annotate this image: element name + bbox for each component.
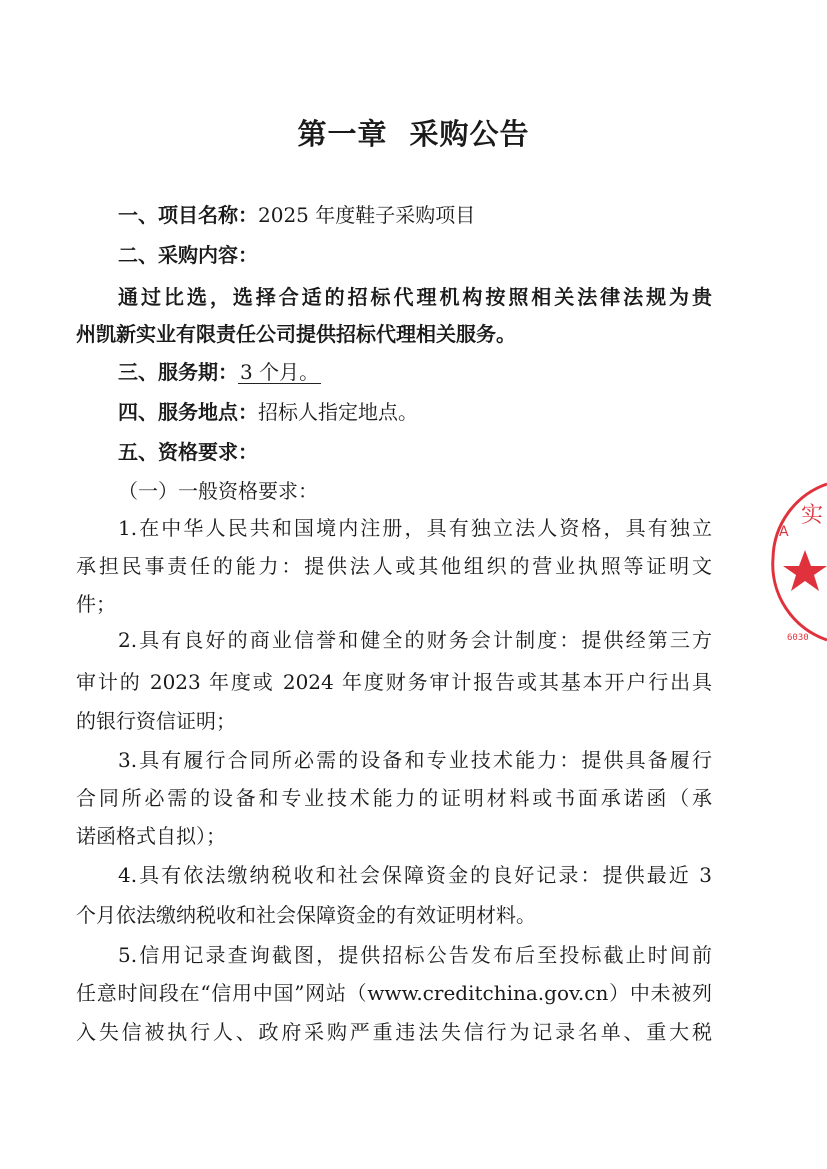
- item-service-period: [118, 360, 754, 384]
- content-line: 州凯新实业有限责任公司提供招标代理相关服务。: [76, 322, 516, 346]
- item-value: 3 个月。: [240, 360, 320, 384]
- item-value: 招标人指定地点。: [258, 400, 418, 424]
- requirement-line: 的银行资信证明；: [76, 709, 236, 733]
- sub-heading: （一）一般资格要求：: [118, 479, 318, 503]
- item-procurement-content: [118, 243, 754, 267]
- requirement-line: 合同所必需的设备和专业技术能力的证明材料或书面承诺函（承: [76, 786, 712, 810]
- chapter-name: 采购公告: [409, 117, 530, 151]
- chapter-number: 第一章: [297, 117, 388, 151]
- requirement-line: 5.信用记录查询截图，提供招标公告发布后至投标截止时间前: [118, 943, 712, 967]
- requirement-line: 3.具有履行合同所必需的设备和专业技术能力：提供具备履行: [118, 748, 712, 772]
- seal-text-top: 实: [801, 503, 824, 528]
- item-label: 五、资格要求：: [118, 440, 258, 464]
- requirement-line: 件；: [76, 592, 116, 616]
- item-project-name: [118, 203, 754, 227]
- requirement-line: 审计的 2023 年度或 2024 年度财务审计报告或其基本开户行出具: [76, 670, 712, 694]
- requirement-line: 个月依法缴纳税收和社会保障资金的有效证明材料。: [76, 903, 536, 927]
- requirement-line: 2.具有良好的商业信誉和健全的财务会计制度：提供经第三方: [118, 628, 712, 652]
- seal-text-left: A: [779, 524, 789, 540]
- item-qualification: [118, 440, 754, 464]
- seal-number: 6030: [787, 633, 809, 643]
- chapter-title: [0, 112, 827, 153]
- company-seal: [765, 478, 827, 648]
- content-line: 通过比选，选择合适的招标代理机构按照相关法律法规为贵: [118, 285, 712, 309]
- requirement-line: 诺函格式自拟）；: [76, 824, 226, 848]
- requirement-line: 入失信被执行人、政府采购严重违法失信行为记录名单、重大税: [76, 1020, 712, 1044]
- item-label: 四、服务地点：: [118, 400, 258, 424]
- item-label: 三、服务期：: [118, 360, 238, 384]
- requirement-line: 任意时间段在“信用中国”网站（www.creditchina.gov.cn）中未被列: [76, 981, 712, 1005]
- item-service-location: [118, 400, 754, 424]
- item-label: 二、采购内容：: [118, 243, 258, 267]
- seal-star: [783, 550, 827, 591]
- requirement-line: 4.具有依法缴纳税收和社会保障资金的良好记录：提供最近 3: [118, 863, 712, 887]
- requirement-line: 1.在中华人民共和国境内注册，具有独立法人资格，具有独立: [118, 516, 712, 540]
- requirement-line: 承担民事责任的能力：提供法人或其他组织的营业执照等证明文: [76, 554, 712, 578]
- item-value: 2025 年度鞋子采购项目: [258, 203, 476, 227]
- item-label: 一、项目名称：: [118, 203, 258, 227]
